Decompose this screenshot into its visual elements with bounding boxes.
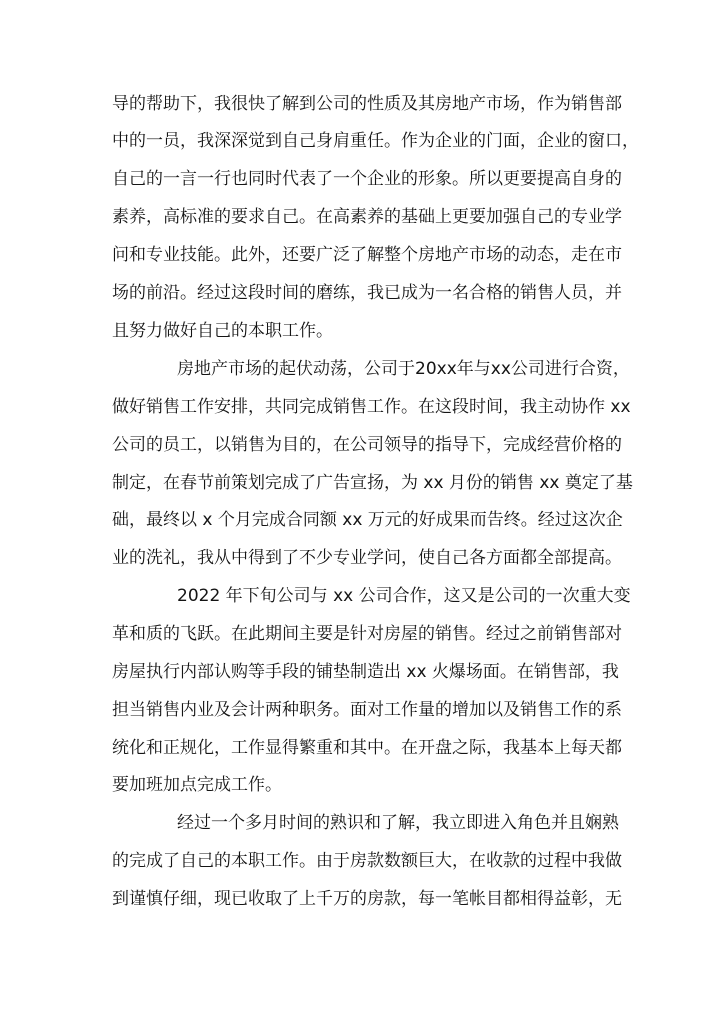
text-line: 经过一个多月时间的熟识和了解，我立即进入角色并且娴熟 [177, 813, 619, 833]
text-line: 统化和正规化，工作显得繁重和其中。在开盘之际，我基本上每天都 [112, 738, 622, 758]
text-line: 问和专业技能。此外，还要广泛了解整个房地产市场的动态，走在市 [112, 245, 622, 265]
text-line: 制定，在春节前策划完成了广告宣扬，为 xx 月份的销售 xx 奠定了基 [112, 473, 633, 493]
text-line: 场的前沿。经过这段时间的磨练，我已成为一名合格的销售人员，并 [112, 283, 622, 303]
text-line: 革和质的飞跃。在此期间主要是针对房屋的销售。经过之前销售部对 [112, 624, 622, 644]
text-line: 到谨慎仔细，现已收取了上千万的房款，每一笔帐目都相得益彰，无 [112, 889, 622, 909]
text-line: 做好销售工作安排，共同完成销售工作。在这段时间，我主动协作 xx [112, 397, 631, 417]
text-line: 2022 年下旬公司与 xx 公司合作，这又是公司的一次重大变 [177, 586, 631, 606]
text-line: 担当销售内业及会计两种职务。面对工作量的增加以及销售工作的系 [112, 700, 622, 720]
text-line: 导的帮助下，我很快了解到公司的性质及其房地产市场，作为销售部 [112, 94, 622, 114]
text-line: 素养，高标准的要求自己。在高素养的基础上更要加强自己的专业学 [112, 207, 622, 227]
text-line: 公司的员工，以销售为目的，在公司领导的指导下，完成经营价格的 [112, 435, 622, 455]
text-line: 房地产市场的起伏动荡，公司于20xx年与xx公司进行合资， [177, 359, 630, 379]
text-line: 房屋执行内部认购等手段的铺垫制造出 xx 火爆场面。在销售部，我 [112, 662, 619, 682]
text-line: 础，最终以 x 个月完成合同额 xx 万元的好成果而告终。经过这次企 [112, 510, 623, 530]
text-line: 要加班加点完成工作。 [112, 775, 282, 795]
text-line: 业的洗礼，我从中得到了不少专业学问，使自己各方面都全部提高。 [112, 548, 622, 568]
text-line: 自己的一言一行也同时代表了一个企业的形象。所以更要提高自身的 [112, 169, 622, 189]
text-line: 且努力做好自己的本职工作。 [112, 321, 333, 341]
text-line: 中的一员，我深深觉到自己身肩重任。作为企业的门面，企业的窗口， [112, 131, 639, 151]
text-line: 的完成了自己的本职工作。由于房款数额巨大，在收款的过程中我做 [112, 851, 622, 871]
